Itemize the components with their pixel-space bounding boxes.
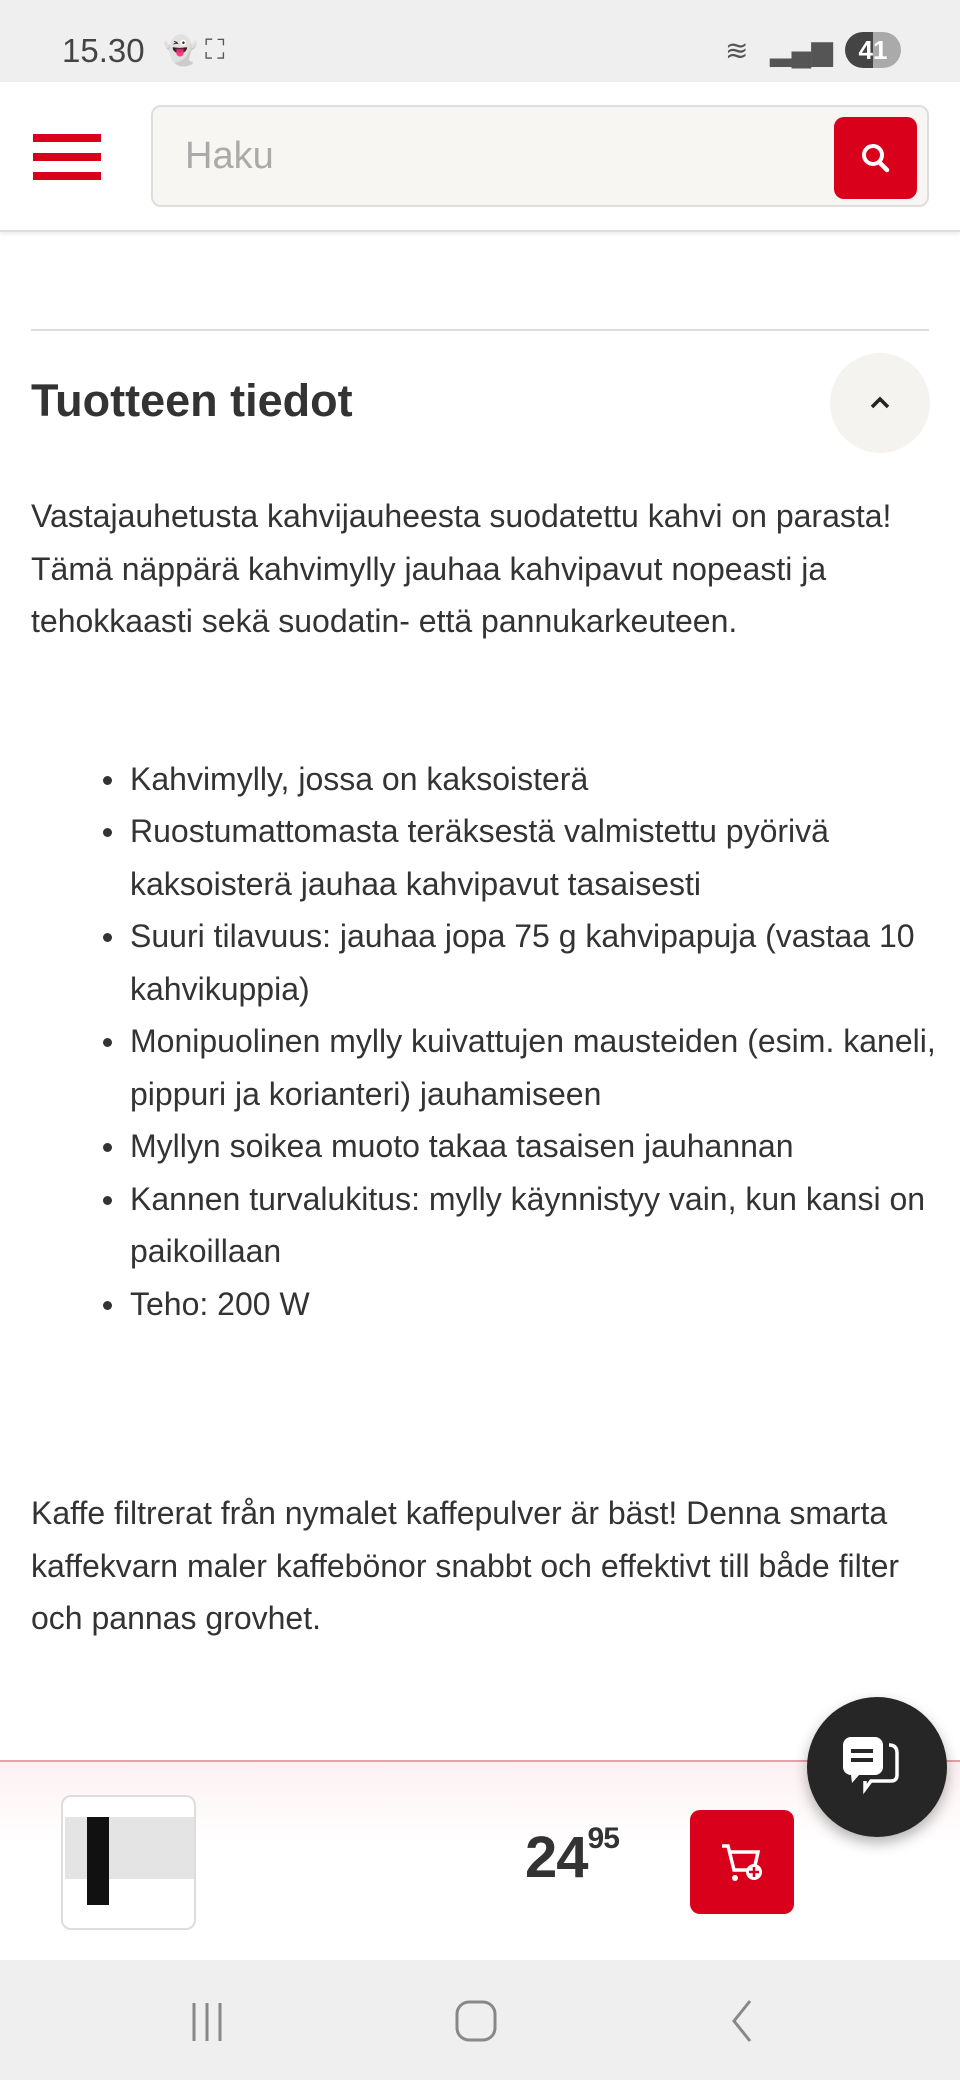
list-item: Ruostumattomasta teräksestä valmistettu pyörivä kaksoisterä jauhaa kahvipavut tasaisesti (130, 805, 941, 910)
chat-button[interactable] (807, 1697, 947, 1837)
divider (31, 329, 929, 331)
collapse-toggle-button[interactable] (830, 353, 930, 453)
chevron-up-icon (830, 353, 930, 453)
screenshot-icon: ⛶ (205, 34, 225, 65)
product-description (31, 490, 941, 1645)
feature-list (31, 753, 941, 1331)
chat-icon (807, 1697, 947, 1837)
home-icon (453, 1995, 499, 2045)
back-icon (728, 1995, 758, 2045)
add-to-cart-button[interactable] (690, 1810, 794, 1914)
status-time: 15.30 (62, 32, 145, 69)
list-item: Monipuolinen mylly kuivattujen mausteiden (esim. kaneli, pippuri ja korianteri) jauhamiseen (130, 1015, 941, 1120)
list-item: Myllyn soikea muoto takaa tasaisen jauhannan (130, 1120, 941, 1173)
home-button[interactable] (453, 1995, 499, 2050)
recent-apps-icon (188, 1995, 228, 2045)
status-bar (0, 0, 960, 82)
search-button[interactable] (834, 117, 917, 199)
list-item: Kahvimylly, jossa on kaksoisterä (130, 753, 941, 806)
product-thumbnail[interactable] (61, 1795, 196, 1930)
price-cents: 95 (587, 1822, 619, 1855)
search-icon (834, 117, 917, 199)
recent-apps-button[interactable] (188, 1995, 228, 2050)
list-item: Suuri tilavuus: jauhaa jopa 75 g kahvipapuja (vastaa 10 kahvikuppia) (130, 910, 941, 1015)
menu-icon[interactable] (33, 134, 101, 180)
search-bar (151, 105, 929, 207)
search-input[interactable] (185, 127, 785, 185)
back-button[interactable] (728, 1995, 758, 2050)
list-item: Kannen turvalukitus: mylly käynnistyy vain, kun kansi on paikoillaan (130, 1173, 941, 1278)
android-nav-bar (0, 1960, 960, 2080)
list-item: Teho: 200 W (130, 1278, 941, 1331)
section-title: Tuotteen tiedot (31, 375, 353, 426)
wifi-icon: ≋ (725, 35, 749, 66)
signal-icon: ▂▄▆ (770, 35, 833, 66)
snapchat-icon: 👻 (163, 35, 198, 66)
cart-add-icon (690, 1810, 794, 1914)
price-main: 24 (525, 1825, 588, 1890)
description-sv: Kaffe filtrerat från nymalet kaffepulver är bäst! Denna smarta kaffekvarn maler kaffebönor snabbt och effektivt till både filter och pannas grovhet. (31, 1495, 900, 1636)
site-header (0, 82, 960, 232)
price (525, 1824, 619, 1891)
battery-indicator: 41 (845, 32, 901, 68)
description-fi: Vastajauhetusta kahvijauheesta suodatettu kahvi on parasta! Tämä näppärä kahvimylly jauhaa kahvipavut nopeasti ja tehokkaasti sekä suodatin- että pannukarkeuteen. (31, 498, 892, 639)
